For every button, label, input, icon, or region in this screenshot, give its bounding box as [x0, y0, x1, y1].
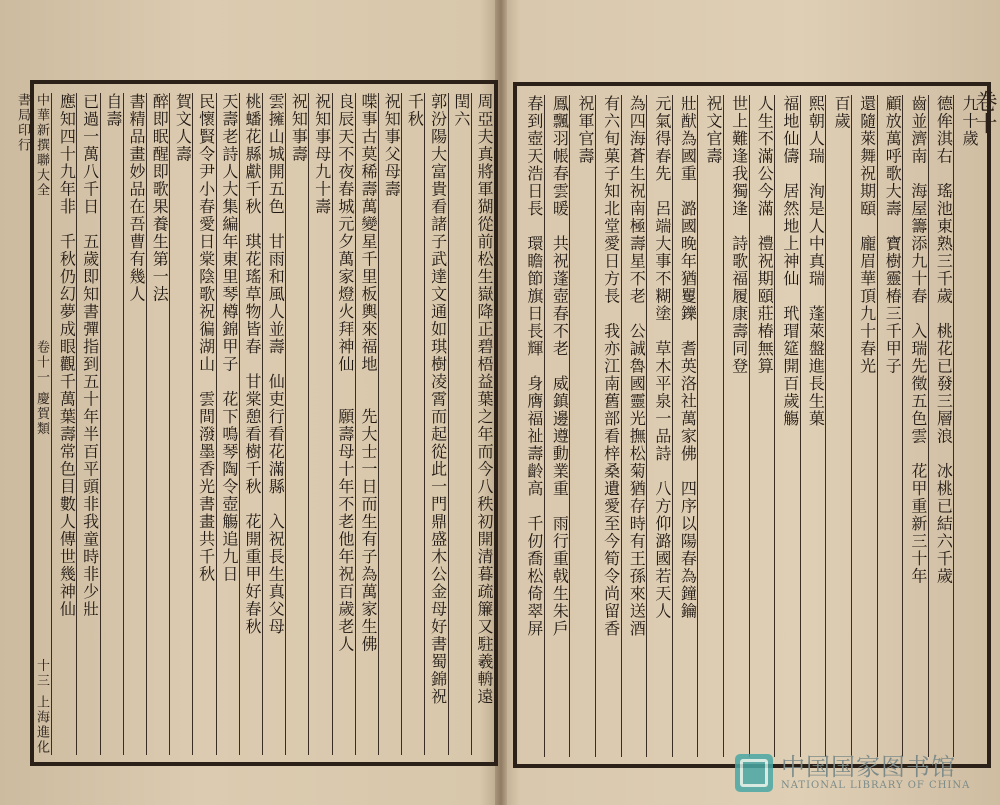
watermark-en: NATIONAL LIBRARY OF CHINA: [781, 780, 971, 791]
right-column-2: 德侔淇右 瑤池東熟三千歲 桃花已發三層浪 冰桃已結六千歲: [928, 95, 955, 757]
watermark-cn: 中国国家图书馆: [781, 753, 956, 781]
left-page-frame: [15, 80, 498, 766]
left-column-19: 應知四十九年非 千秋仍幻夢成眼觀千萬葉壽常色目數人傳世幾神仙: [57, 93, 77, 618]
left-column-9: 祝知事壽: [285, 93, 309, 755]
library-watermark: [735, 748, 1000, 798]
folio-page: 十三: [34, 658, 49, 689]
left-column-14: 賀文人壽: [169, 93, 193, 755]
right-column-15: 有六旬菓子知北堂愛日方長 我亦江南舊部看梓桑遺愛至今筍令尚留香: [595, 95, 622, 757]
right-column-4: 顧放萬呼歌大壽 寶樹靈椿三千甲子: [877, 95, 904, 757]
left-column-17: 自壽: [100, 93, 124, 755]
right-column-10: 世上難逢我獨逢 詩歌福履康壽同登: [723, 95, 750, 757]
right-column-9: 人生不滿公今滿 禮祝期頤莊椿無算: [749, 95, 776, 757]
right-column-5: 還隨萊舞祝期頤 龐眉華頂九十春光: [851, 95, 878, 757]
right-column-11: 祝文官壽: [697, 95, 724, 757]
left-column-1: 周亞夫真將軍猢從前松生嶽降正碧梧益葉之年而今八秩初開清暮疏簾又駐羲輈遠: [471, 93, 495, 755]
right-page: [503, 0, 1000, 805]
right-column-16: 祝軍官壽: [569, 95, 596, 757]
left-column-11: 桃蟠花縣獻千秋 琪花瑤草物皆春 甘棠憩看樹千秋 花開重甲好春秋: [239, 93, 263, 755]
left-column-3: 郭汾陽大富貴看諸子武達文通如琪樹凌霄而起從此一門鼎盛木公金母好書蜀錦祝: [424, 93, 448, 755]
left-column-6: 喋事古莫稀壽萬變星千里板輿來福地 先大士一日而生有子為萬家生佛: [355, 93, 379, 755]
right-column-3: 齒並濟南 海屋籌添九十春 入瑞先徵五色雲 花甲重新三十年: [902, 95, 929, 757]
right-column-7: 熙朝人瑞 洵是人中真瑞 蓬萊盤進長生菓: [800, 95, 827, 757]
left-column-5: 祝知事父母壽: [378, 93, 402, 755]
left-column-16: 書精品畫妙品在吾曹有幾人: [123, 93, 147, 755]
right-column-6: 百歲: [825, 95, 852, 757]
left-folio: [15, 93, 52, 755]
left-column-8: 祝知事母九十壽: [308, 93, 332, 755]
library-seal-icon: [735, 754, 773, 792]
right-column-14: 為四海蒼生祝南極壽星不老 公誠魯國靈光撫松菊猶存時有王孫來送酒: [621, 95, 648, 757]
right-column-18: 春到壺天浩日長 環瞻節旗日長輝 身膺福祉壽齡高 千仞喬松倚翠屏: [524, 95, 544, 638]
left-column-13: 民懷賢令尹小春愛日棠陰歌祝徧湖山 雲間潑墨香光書畫共千秋: [192, 93, 216, 755]
right-column-8: 福地仙儔 居然地上神仙 玳瑁筵開百歲觴: [774, 95, 801, 757]
left-column-2: 閏六: [448, 93, 472, 755]
folio-mid: 卷十一 慶賀類: [34, 340, 49, 437]
left-column-12: 天壽老詩人大集編年東里琴樽錦甲子 花下鳴琴陶令壺觴追九日: [216, 93, 240, 755]
left-column-7: 良辰天不夜春城元夕萬家燈火拜神仙 願壽母十年不老他年祝百歲老人: [332, 93, 356, 755]
left-column-15: 醉即眠醒即歌果養生第一法: [146, 93, 170, 755]
left-page: [0, 0, 497, 805]
right-edge-glyph: 卷十: [972, 90, 997, 134]
right-page-frame: [513, 82, 991, 768]
folio-bottom: 上海進化書局印行: [15, 93, 49, 755]
right-column-1: 九十歲: [953, 95, 980, 757]
right-column-13: 元氣得春先 呂端大事不糊塗 草木平泉一品詩 八方仰潞國若天人: [646, 95, 673, 757]
left-column-4: 千秋: [401, 93, 425, 755]
left-column-18: 已過一萬八千日 五歲即知書彈指到五十年半百平頭非我童時非少壯: [76, 93, 100, 755]
right-column-17: 鳳飄羽帳春雲暖 共祝蓬壺春不老 威鎮邊遵動業重 雨行重戟生朱戶: [544, 95, 571, 757]
folio-top: 中華新撰聯大全: [34, 93, 49, 198]
right-column-12: 壯猷為國重 潞國晚年猶矍鑠 耆英洛社萬家佛 四序以陽春為鐘鑰: [672, 95, 699, 757]
left-column-10: 雲擁山城開五色 甘雨和風人並壽 仙吏行看花滿縣 入祝長生真父母: [262, 93, 286, 755]
